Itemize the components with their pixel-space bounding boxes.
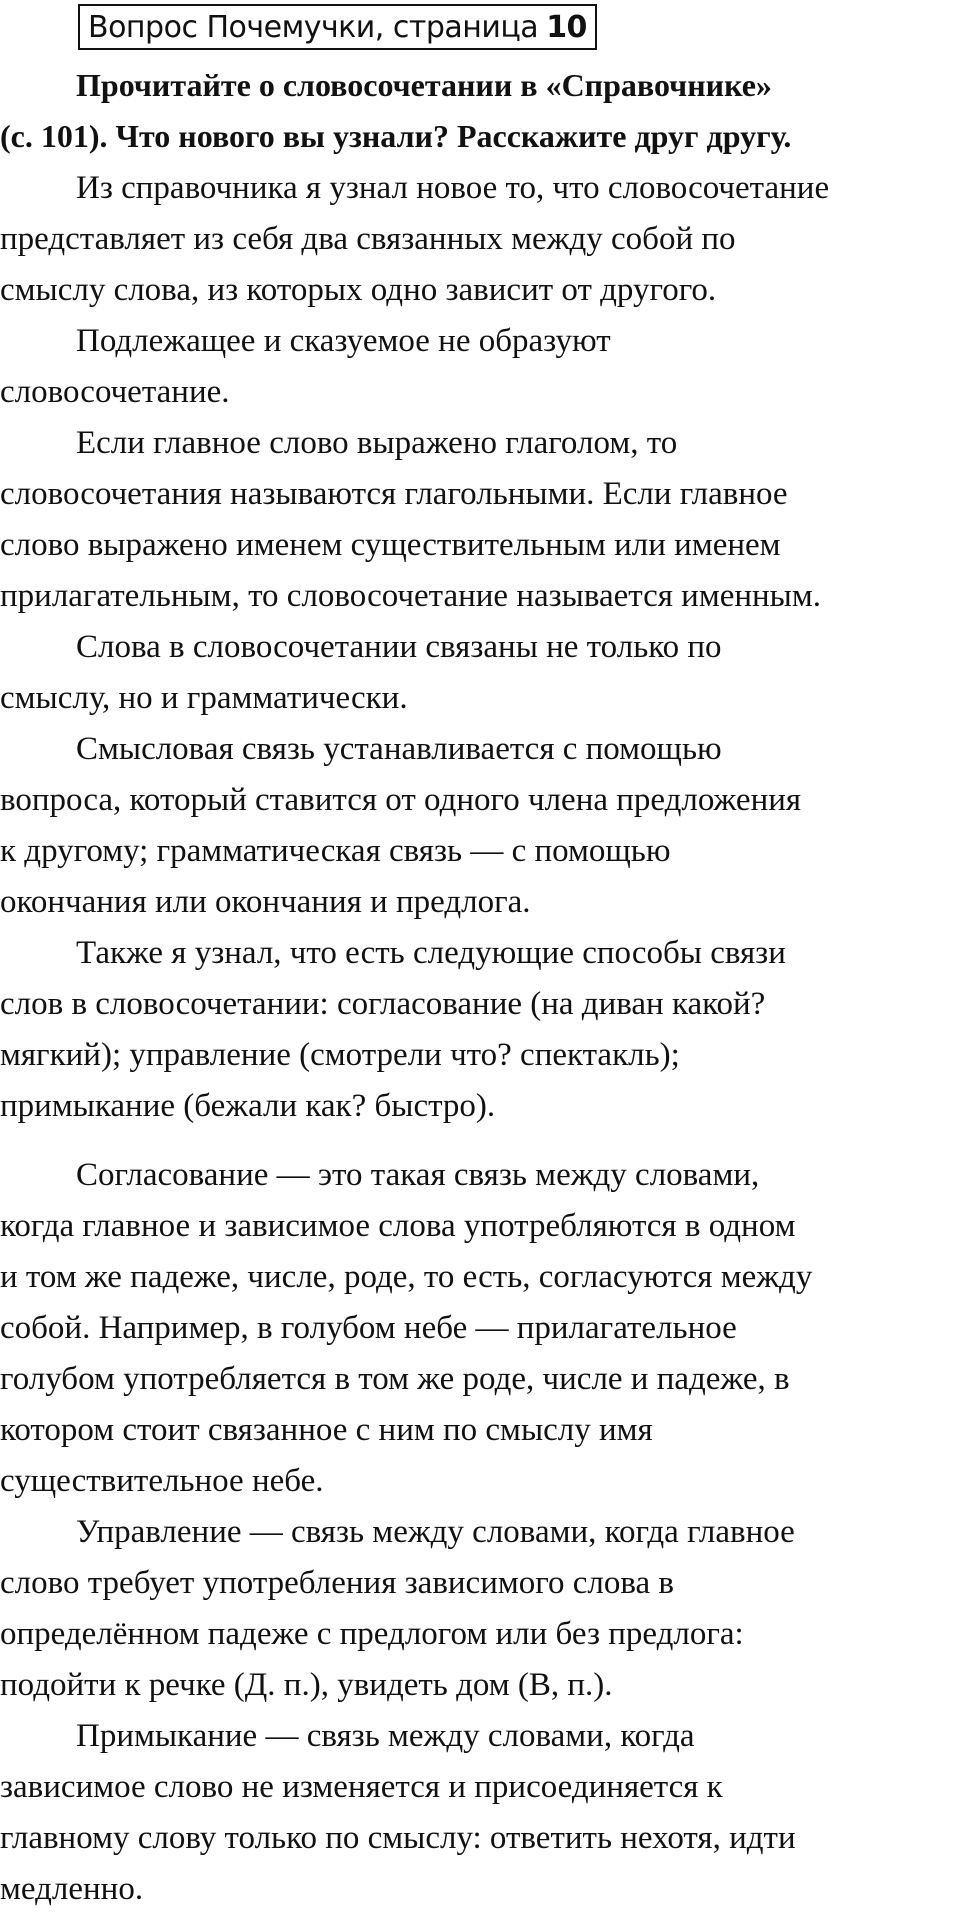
paragraph-line: главному слову только по смыслу: ответить нехотя, идти — [0, 1820, 796, 1856]
page-header-box — [78, 4, 597, 50]
paragraph-line: Примыкание — связь между словами, когда — [76, 1718, 695, 1754]
paragraph-line: вопроса, который ставится от одного члена предложения — [0, 782, 802, 818]
paragraph-line: окончания или окончания и предлога. — [0, 884, 531, 920]
paragraph-line: Также я узнал, что есть следующие способы связи — [76, 935, 786, 971]
paragraph-line: смыслу, но и грамматически. — [0, 680, 408, 716]
paragraph-line: подойти к речке (Д. п.), увидеть дом (В, п.). — [0, 1667, 613, 1703]
paragraph — [0, 1150, 960, 1507]
paragraph-line: зависимое слово не изменяется и присоединяется к — [0, 1769, 723, 1805]
paragraph-line: слово требует употребления зависимого слова в — [0, 1565, 674, 1601]
paragraph-line: Если главное слово выражено глаголом, то — [76, 425, 678, 461]
paragraph-line: Слова в словосочетании связаны не только по — [76, 629, 722, 665]
paragraph — [0, 418, 960, 622]
paragraph-line: медленно. — [0, 1871, 144, 1907]
header-page-number: 10 — [546, 9, 587, 45]
paragraph-line: Из справочника я узнал новое то, что словосочетание — [76, 170, 830, 206]
paragraph-line: слов в словосочетании: согласование (на диван какой? — [0, 986, 766, 1022]
answer-text — [0, 163, 960, 1915]
paragraph — [0, 1711, 960, 1915]
paragraph-line: когда главное и зависимое слова употребляются в одном — [0, 1208, 796, 1244]
paragraph-line: к другому; грамматическая связь — с помощью — [0, 833, 671, 869]
paragraph-line: определённом падеже с предлогом или без предлога: — [0, 1616, 744, 1652]
paragraph-line: смыслу слова, из которых одно зависит от другого. — [0, 272, 717, 308]
paragraph-line: котором стоит связанное с ним по смыслу имя — [0, 1412, 653, 1448]
paragraph — [0, 163, 960, 316]
paragraph — [0, 622, 960, 724]
paragraph-line: представляет из себя два связанных между собой по — [0, 221, 736, 257]
header-title: Вопрос Почемучки, страница — [88, 9, 539, 45]
paragraph — [0, 1507, 960, 1711]
task-line: (с. 101). Что нового вы узнали? Расскажите друг другу. — [0, 118, 792, 154]
paragraph-line: Подлежащее и сказуемое не образуют — [76, 323, 611, 359]
task-line: Прочитайте о словосочетании в «Справочнике» — [76, 67, 772, 103]
task-heading — [0, 60, 960, 162]
paragraph — [0, 724, 960, 928]
paragraph-line: и том же падеже, числе, роде, то есть, согласуются между — [0, 1259, 813, 1295]
paragraph-line: Управление — связь между словами, когда главное — [76, 1514, 795, 1550]
paragraph-line: словосочетание. — [0, 374, 230, 410]
paragraph-line: собой. Например, в голубом небе — прилагательное — [0, 1310, 737, 1346]
paragraph-line: прилагательным, то словосочетание называется именным. — [0, 578, 821, 614]
paragraph — [0, 316, 960, 418]
paragraph-line: Смысловая связь устанавливается с помощью — [76, 731, 722, 767]
paragraph — [0, 928, 960, 1132]
paragraph-line: слово выражено именем существительным или именем — [0, 527, 781, 563]
paragraph-line: примыкание (бежали как? быстро). — [0, 1088, 496, 1124]
paragraph-line: голубом употребляется в том же роде, числе и падеже, в — [0, 1361, 790, 1397]
paragraph-line: Согласование — это такая связь между словами, — [76, 1157, 760, 1193]
paragraph-line: словосочетания называются глагольными. Если главное — [0, 476, 788, 512]
paragraph-line: мягкий); управление (смотрели что? спектакль); — [0, 1037, 680, 1073]
paragraph-line: существительное небе. — [0, 1463, 324, 1499]
